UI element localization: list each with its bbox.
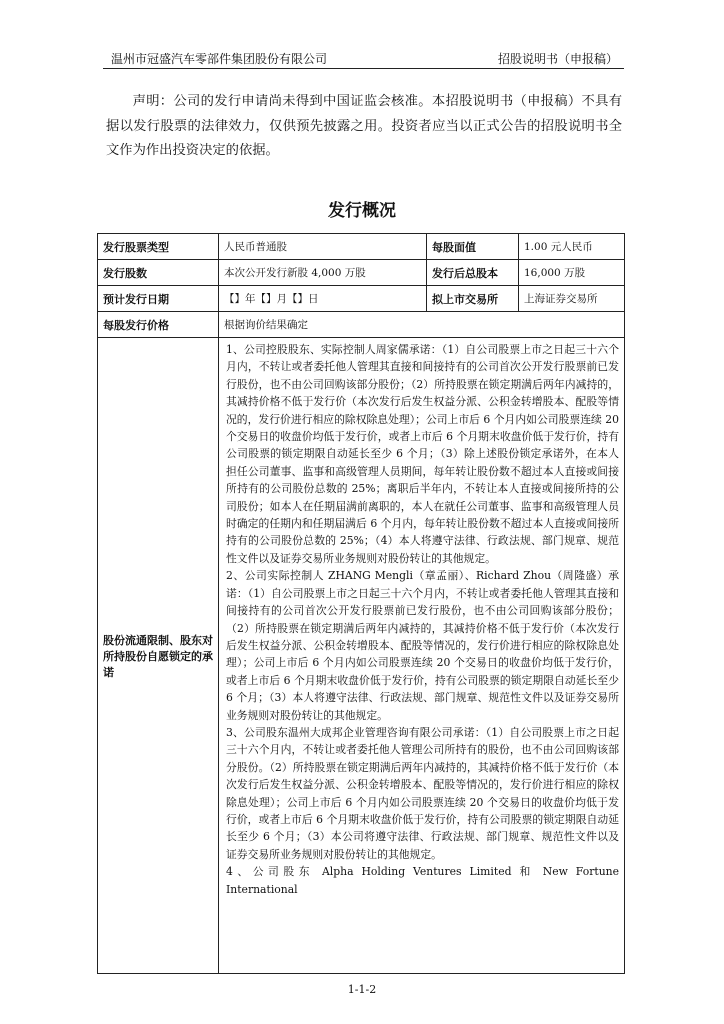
row-label: 预计发行日期 — [98, 286, 219, 312]
row-value: 本次公开发行新股 4,000 万股 — [219, 260, 427, 286]
page-number: 1-1-2 — [347, 983, 377, 996]
row-label: 股份流通限制、股东对所持股份自愿锁定的承诺 — [98, 338, 219, 974]
promise-paragraph: 1、公司控股股东、实际控制人周家儒承诺：（1）自公司股票上市之日起三十六个月内，不转让或者委托他人管理其直接和间接持有的公司首次公开发行股票前已发行股份，也不由公司回购该部分股份；（2）所持股票在锁定期满后两年内减持的，其减持价格不低于发行价（本次发行后发生权益分派、公积金转增股本、配股等情况的，发行价进行相应的除权除息处理）；公司上市后 6 个月内如公司股票连续 20 个交易日的收盘价均低于发行价，或者上市后 6 个月期末收盘价低于发行价，持有公司股票的锁定期限自动延长至少 6 个月；（3）除上述股份锁定承诺外，在本人担任公司董事、监事和高级管理人员期间，每年转让股份数不超过本人直接或间接所持有的公司股份总数的 25%；离职后半年内，不转让本人直接或间接所持的公司股份；如本人在任期届满前离职的，本人在就任公司董事、监事和高级管理人员时确定的任期内和任期届满后 6 个月内，每年转让股份数不超过本人直接或间接所持有的公司股份总数的 25%；（4）本人将遵守法律、行政法规、部门规章、规范性文件以及证券交易所业务规则对股份转让的其他规定。 — [226, 343, 619, 565]
lockup-promises-cell — [219, 338, 625, 974]
row-label: 每股面值 — [427, 234, 519, 260]
row-label: 每股发行价格 — [98, 312, 219, 338]
row-value: 1.00 元人民币 — [519, 234, 625, 260]
offering-summary-table — [97, 233, 625, 974]
promise-paragraph: 4、公司股东 Alpha Holding Ventures Limited 和 New Fortune International — [226, 865, 619, 896]
table-row — [98, 286, 625, 312]
row-label: 发行后总股本 — [427, 260, 519, 286]
row-value: 上海证券交易所 — [519, 286, 625, 312]
row-label: 拟上市交易所 — [427, 286, 519, 312]
row-value: 【】年【】月【】日 — [219, 286, 427, 312]
table-row — [98, 234, 625, 260]
row-value: 16,000 万股 — [519, 260, 625, 286]
company-name: 温州市冠盛汽车零部件集团股份有限公司 — [111, 52, 328, 66]
table-row — [98, 312, 625, 338]
section-title: 发行概况 — [328, 201, 396, 221]
promise-paragraph: 3、公司股东温州大成邦企业管理咨询有限公司承诺：（1）自公司股票上市之日起三十六个月内，不转让或者委托他人管理公司所持有的股份，也不由公司回购该部分股份。（2）所持股票在锁定期满后两年内减持的，其减持价格不低于发行价（本次发行后发生权益分派、公积金转增股本、配股等情况的，发行价进行相应的除权除息处理）；公司上市后 6 个月内如公司股票连续 20 个交易日的收盘价均低于发行价，或者上市后 6 个月期末收盘价低于发行价，持有公司股票的锁定期限自动延长至少 6 个月；（3）本公司将遵守法律、行政法规、部门规章、规范性文件以及证券交易所业务规则对股份转让的其他规定。 — [226, 725, 619, 861]
row-label: 发行股数 — [98, 260, 219, 286]
row-value: 根据询价结果确定 — [219, 312, 625, 338]
row-value: 人民币普通股 — [219, 234, 427, 260]
row-label: 发行股票类型 — [98, 234, 219, 260]
table-row — [98, 260, 625, 286]
promise-paragraph: 2、公司实际控制人 ZHANG Mengli（章孟丽）、Richard Zhou（周隆盛）承诺：（1）自公司股票上市之日起三十六个月内，不转让或者委托他人管理其直接和间接持有的公司首次公开发行股票前已发行股份，也不由公司回购该部分股份；（2）所持股票在锁定期满后两年内减持的，其减持价格不低于发行价（本次发行后发生权益分派、公积金转增股本、配股等情况的，发行价进行相应的除权除息处理）；公司上市后 6 个月内如公司股票连续 20 个交易日的收盘价均低于发行价，或者上市后 6 个月期末收盘价低于发行价，持有公司股票的锁定期限自动延长至少 6 个月；（3）本人将遵守法律、行政法规、部门规章、规范性文件以及证券交易所业务规则对股份转让的其他规定。 — [226, 569, 619, 722]
table-row — [98, 338, 625, 974]
page-header — [103, 44, 624, 69]
document-title: 招股说明书（申报稿） — [497, 52, 618, 66]
declaration-paragraph: 声明：公司的发行申请尚未得到中国证监会核准。本招股说明书（申报稿）不具有据以发行股票的法律效力，仅供预先披露之用。投资者应当以正式公告的招股说明书全文作为作出投资决定的依据。 — [106, 94, 622, 158]
